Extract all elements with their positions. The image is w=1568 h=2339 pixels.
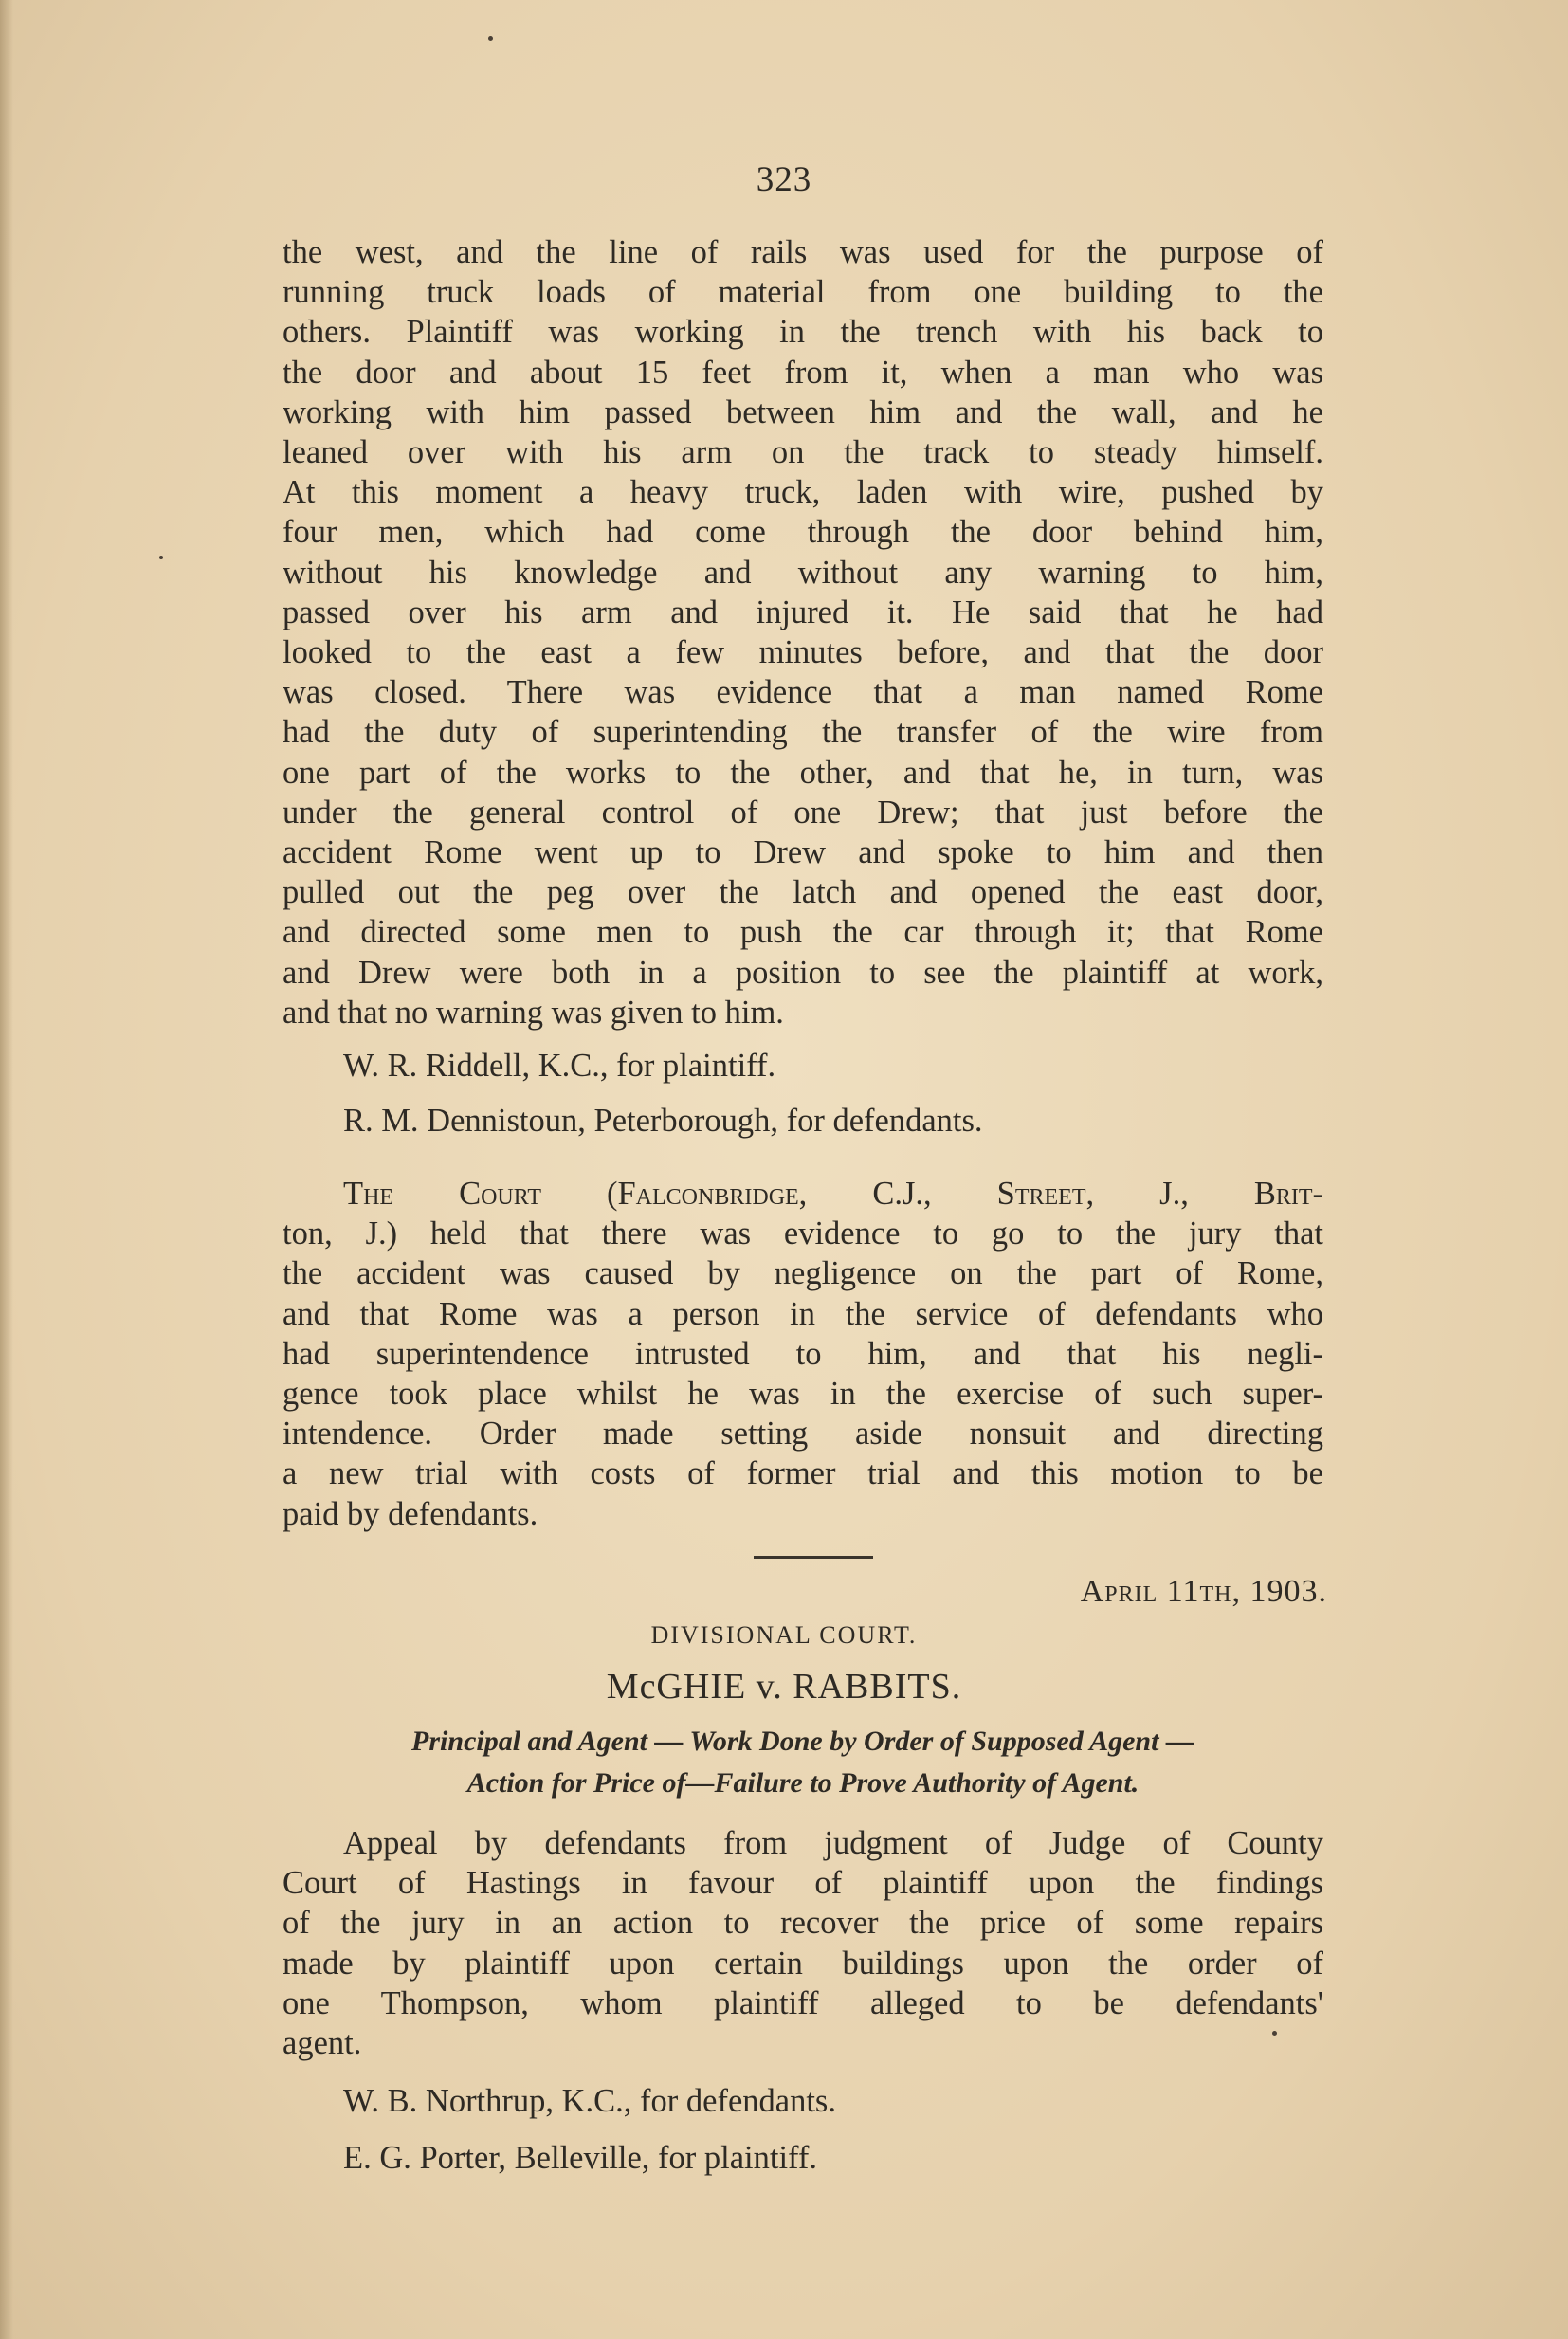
text-line: the accident was caused by negligence on the part of Rome, (283, 1255, 1323, 1292)
paper-speck (159, 556, 163, 559)
text-line: and Drew were both in a position to see the plaintiff at work, (283, 954, 1323, 991)
section-divider (754, 1556, 873, 1559)
court-name: DIVISIONAL COURT. (650, 1621, 918, 1649)
page-number: 323 (756, 160, 812, 199)
text-line: At this moment a heavy truck, laden with wire, pushed by (283, 474, 1323, 511)
text-line: leaned over with his arm on the track to steady himself. (283, 434, 1323, 471)
text-line: pulled out the peg over the latch and opened the east door, (283, 874, 1323, 911)
counsel-line: W. B. Northrup, K.C., for defendants. (343, 2083, 836, 2119)
paragraph-2 (283, 1174, 1323, 1534)
paragraph-1 (283, 232, 1323, 1032)
text-line: Appeal by defendants from judgment of Judge of County (343, 1825, 1323, 1861)
counsel-line: R. M. Dennistoun, Peterborough, for defendants. (343, 1103, 983, 1139)
headnote-line: Principal and Agent — Work Done by Order of Supposed Agent — (411, 1726, 1194, 1757)
text-line: and that no warning was given to him. (283, 994, 784, 1031)
case-title: McGHIE v. RABBITS. (606, 1667, 962, 1707)
headnote-line: Action for Price of—Failure to Prove Authority of Agent. (466, 1767, 1140, 1799)
text-line: had superintendence intrusted to him, and that his negli- (283, 1335, 1323, 1372)
text-line: running truck loads of material from one building to the (283, 274, 1323, 311)
text-line: had the duty of superintending the transfer of the wire from (283, 714, 1323, 751)
decision-date: April 11th, 1903. (1080, 1574, 1327, 1609)
counsel-line: E. G. Porter, Belleville, for plaintiff. (343, 2140, 818, 2176)
text-line: one Thompson, whom plaintiff alleged to be defendants' (283, 1984, 1323, 2021)
headnote (283, 1721, 1323, 1804)
text-line: passed over his arm and injured it. He said that he had (283, 594, 1323, 630)
text-line: a new trial with costs of former trial and this motion to be (283, 1455, 1323, 1492)
paper-speck (488, 36, 493, 41)
text-line: under the general control of one Drew; that just before the (283, 794, 1323, 831)
text-line: without his knowledge and without any warning to him, (283, 554, 1323, 591)
page-spine-shadow (0, 0, 13, 2339)
text-line: Court of Hastings in favour of plaintiff upon the findings (283, 1865, 1323, 1902)
text-line: one part of the works to the other, and that he, in turn, was (283, 754, 1323, 791)
text-line: ton, J.) held that there was evidence to go to the jury that (283, 1215, 1323, 1252)
text-line: intendence. Order made setting aside nonsuit and directing (283, 1416, 1323, 1453)
text-line: others. Plaintiff was working in the trench with his back to (283, 314, 1323, 351)
text-line: paid by defendants. (283, 1495, 538, 1532)
text-line: gence took place whilst he was in the exercise of such super- (283, 1376, 1323, 1413)
text-line: was closed. There was evidence that a man named Rome (283, 674, 1323, 711)
text-line: made by plaintiff upon certain buildings upon the order of (283, 1945, 1323, 1982)
paragraph-3 (283, 1823, 1323, 2063)
text-line: looked to the east a few minutes before, and that the door (283, 634, 1323, 671)
text-line: working with him passed between him and the wall, and he (283, 393, 1323, 430)
text-line: four men, which had come through the door behind him, (283, 514, 1323, 551)
text-line (283, 1174, 1323, 1214)
text-line: and that Rome was a person in the service of defendants who (283, 1295, 1323, 1332)
text-line: agent. (283, 2025, 362, 2062)
text-line: and directed some men to push the car through it; that Rome (283, 914, 1323, 951)
text-line: the door and about 15 feet from it, when a man who was (283, 354, 1323, 391)
court-heading-text: The Court (Falconbridge, C.J., Street, J., Brit- (343, 1176, 1323, 1212)
counsel-line: W. R. Riddell, K.C., for plaintiff. (343, 1048, 776, 1084)
text-line: of the jury in an action to recover the price of some repairs (283, 1905, 1323, 1942)
text-line: the west, and the line of rails was used for the purpose of (283, 234, 1323, 270)
text-line: accident Rome went up to Drew and spoke to him and then (283, 834, 1323, 871)
